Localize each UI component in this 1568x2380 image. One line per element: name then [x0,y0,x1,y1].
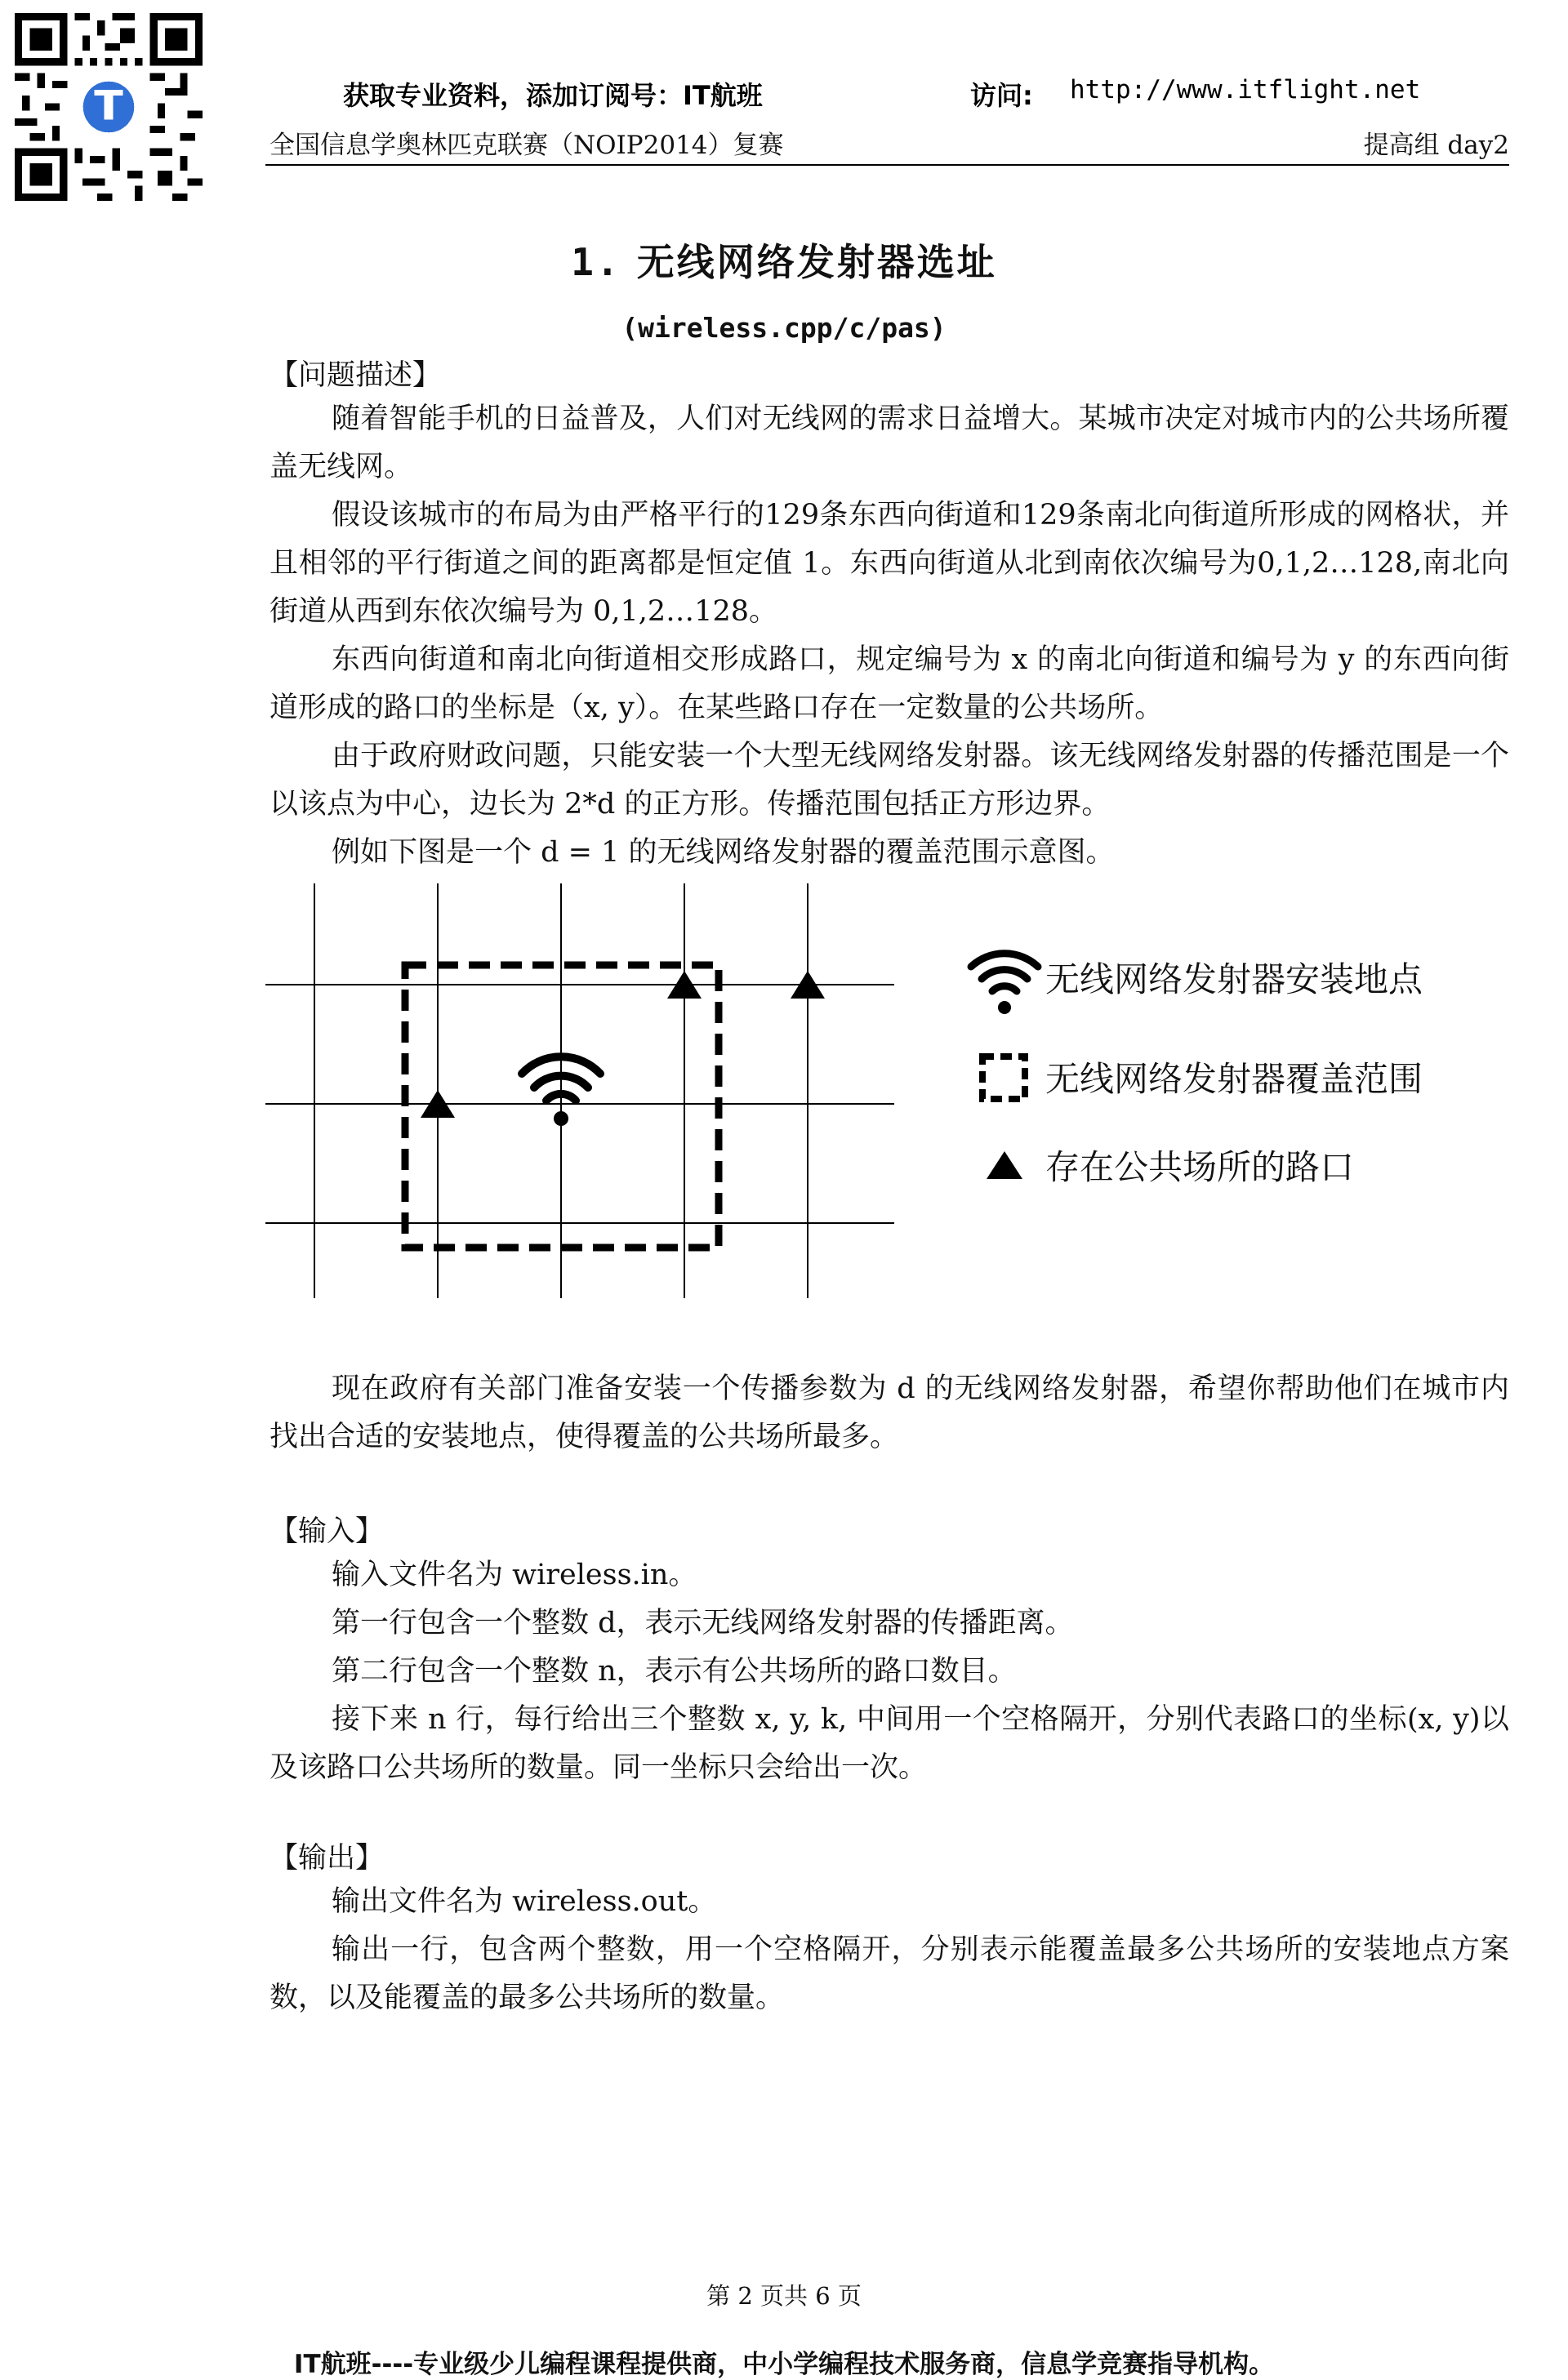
problem-paragraph-5: 例如下图是一个 d = 1 的无线网络发射器的覆盖范围示意图。 [332,836,1115,869]
legend-public-label: 存在公共场所的路口 [1045,1147,1355,1187]
street-grid [265,883,894,1298]
output-paragraph-1: 输出文件名为 wireless.out。 [332,1885,717,1918]
input-paragraph-3: 第二行包含一个整数 n，表示有公共场所的路口数目。 [332,1655,1017,1688]
title-text: 无线网络发射器选址 [636,240,997,284]
visit-label: 访问: [970,80,1033,111]
qr-code-icon [15,13,203,201]
problem-paragraph-3: 东西向街道和南北向街道相交形成路口，规定编号为 x 的南北向街道和编号为 y 的东西向街道形成的路口的坐标是（x, y）。在某些路口存在一定数量的公共场所。 [270,643,1509,724]
page-subtitle: (wireless.cpp/c/pas) [621,312,947,344]
output-body [0,1878,1509,2022]
legend-coverage-label: 无线网络发射器覆盖范围 [1045,1059,1423,1099]
input-paragraph-1: 输入文件名为 wireless.in。 [332,1559,697,1591]
problem-body [0,395,1509,877]
output-paragraph-2: 输出一行，包含两个整数，用一个空格隔开，分别表示能覆盖最多公共场所的安装地点方案数，以及能覆盖的最多公共场所的数量。 [270,1933,1509,2014]
page-number: 第 2 页共 6 页 [706,2282,862,2310]
after-figure-paragraph: 现在政府有关部门准备安装一个传播参数为 d 的无线网络发射器，希望你帮助他们在城市内找出合适的安装地点，使得覆盖的公共场所最多。 [270,1372,1509,1453]
legend-triangle-icon [987,1151,1022,1179]
promo-text: 获取专业资料，添加订阅号：IT航班 [343,80,763,111]
problem-paragraph-1: 随着智能手机的日益普及，人们对无线网的需求日益增大。某城市决定对城市内的公共场所覆盖无线网。 [270,403,1509,483]
coverage-figure [265,883,1523,1298]
header-left: 全国信息学奥林匹克联赛（NOIP2014）复赛 [270,131,784,160]
header-right: 提高组 day2 [1363,131,1509,160]
legend-wifi-icon [971,954,1038,1014]
title-number: 1. [571,240,621,284]
section-problem: 【问题描述】 [270,359,442,392]
problem-paragraph-4: 由于政府财政问题，只能安装一个大型无线网络发射器。该无线网络发射器的传播范围是一个以该点为中心，边长为 2*d 的正方形。传播范围包括正方形边界。 [270,740,1509,821]
legend-transmitter-label: 无线网络发射器安装地点 [1045,959,1423,999]
input-paragraph-2: 第一行包含一个整数 d，表示无线网络发射器的传播距离。 [332,1607,1074,1639]
page-title [0,233,1568,287]
footer-text: IT航班----专业级少儿编程课程提供商，中小学编程技术服务商，信息学竞赛指导机构。 [293,2350,1275,2379]
section-input: 【输入】 [270,1515,385,1548]
promo-url[interactable]: http://www.itflight.net [1070,75,1421,105]
problem-paragraph-2: 假设该城市的布局为由严格平行的129条东西向街道和129条南北向街道所形成的网格状，并且相邻的平行街道之间的距离都是恒定值 1。东西向街道从北到南依次编号为0,1,2…128,南北向街道从西到东依次编号为 0,1,2…128。 [270,499,1509,628]
section-output: 【输出】 [270,1842,385,1875]
input-paragraph-4: 接下来 n 行，每行给出三个整数 x, y, k, 中间用一个空格隔开，分别代表路口的坐标(x, y)以及该路口公共场所的数量。同一坐标只会给出一次。 [270,1703,1509,1784]
dashed-square-icon [982,1057,1025,1099]
header-rule [265,164,1509,166]
input-body [0,1551,1509,1792]
